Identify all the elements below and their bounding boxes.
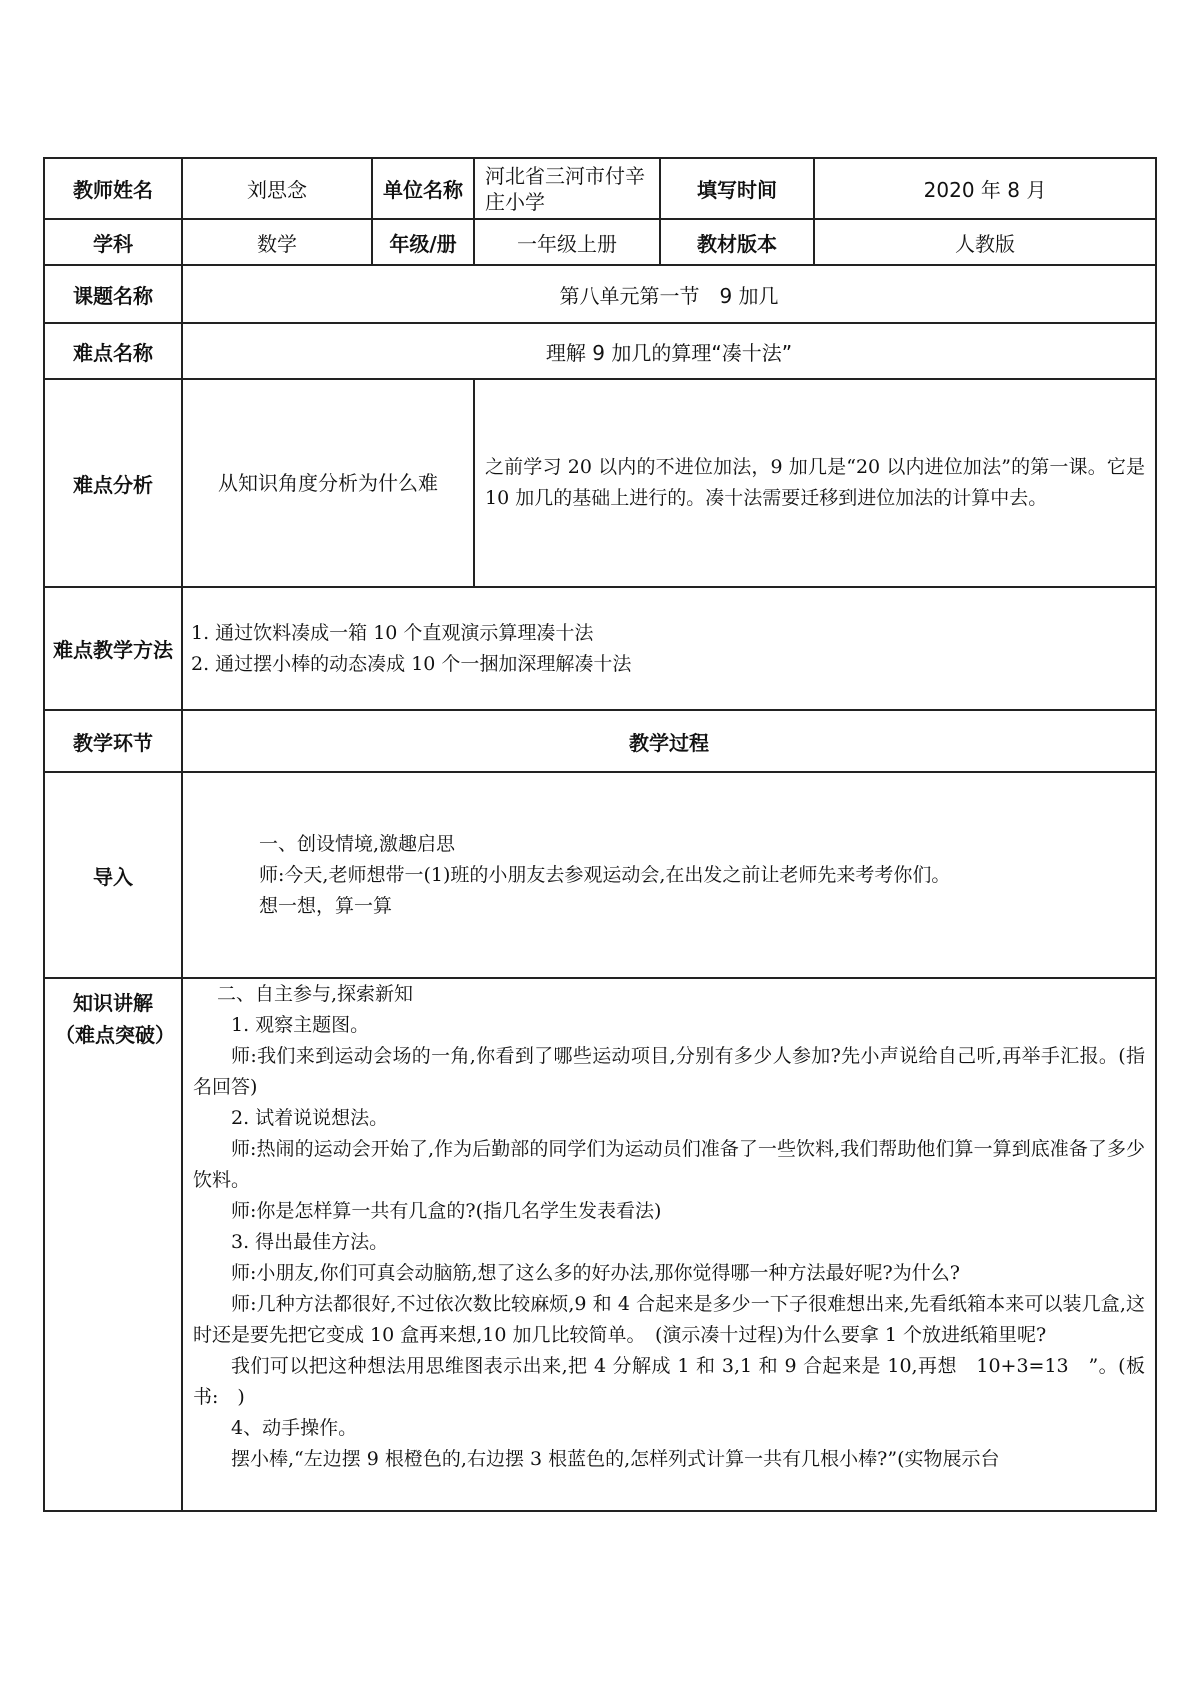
difficulty-value: 理解 9 加几的算理“凑十法” <box>182 323 1156 379</box>
knowledge-content <box>182 978 1156 1511</box>
knowledge-para: 摆小棒,“左边摆 9 根橙色的,右边摆 3 根蓝色的,怎样列式计算一共有几根小棒?”(实物展示台 <box>231 1448 1000 1470</box>
lesson-plan-table <box>43 157 1157 1512</box>
intro-line-3: 想一想，算一算 <box>259 894 393 917</box>
knowledge-para: 4、动手操作。 <box>231 1417 358 1439</box>
topic-row <box>44 265 1156 323</box>
intro-row <box>44 772 1156 978</box>
knowledge-para: 师:热闹的运动会开始了,作为后勤部的同学们为运动员们准备了一些饮料,我们帮助他们算一算到底准备了多少饮料。 <box>193 1138 1145 1191</box>
knowledge-para: 1. 观察主题图。 <box>231 1014 370 1036</box>
knowledge-para: 二、自主参与,探索新知 <box>217 983 414 1005</box>
grade-value: 一年级上册 <box>474 219 660 265</box>
analysis-label: 难点分析 <box>44 379 182 587</box>
knowledge-para: 3. 得出最佳方法。 <box>231 1231 389 1253</box>
method-content <box>182 587 1156 710</box>
analysis-row <box>44 379 1156 587</box>
process-stage-label: 教学环节 <box>44 710 182 772</box>
knowledge-para: 我们可以把这种想法用思维图表示出来,把 4 分解成 1 和 3,1 和 9 合起来是 10,再想 10+3=13 ”。(板书: ) <box>193 1355 1145 1408</box>
knowledge-row <box>44 978 1156 1511</box>
grade-label: 年级/册 <box>372 219 474 265</box>
teacher-name-value: 刘思念 <box>182 158 372 219</box>
method-label: 难点教学方法 <box>44 587 182 710</box>
unit-name-value: 河北省三河市付辛庄小学 <box>474 158 660 219</box>
subject-label: 学科 <box>44 219 182 265</box>
knowledge-para: 师:小朋友,你们可真会动脑筋,想了这么多的好办法,那你觉得哪一种方法最好呢?为什么? <box>231 1262 960 1284</box>
intro-line-2: 师:今天,老师想带一(1)班的小朋友去参观运动会,在出发之前让老师先来考考你们。 <box>259 863 951 886</box>
edition-label: 教材版本 <box>660 219 814 265</box>
knowledge-label <box>44 978 182 1511</box>
knowledge-para: 师:你是怎样算一共有几盒的?(指几名学生发表看法) <box>231 1200 662 1222</box>
analysis-text: 之前学习 20 以内的不进位加法，9 加几是“20 以内进位加法”的第一课。它是 10 加几的基础上进行的。凑十法需要迁移到进位加法的计算中去。 <box>474 379 1156 587</box>
topic-value: 第八单元第一节 9 加几 <box>182 265 1156 323</box>
unit-name-label: 单位名称 <box>372 158 474 219</box>
intro-label: 导入 <box>44 772 182 978</box>
process-header-row <box>44 710 1156 772</box>
analysis-sub-label: 从知识角度分析为什么难 <box>182 379 474 587</box>
difficulty-label: 难点名称 <box>44 323 182 379</box>
method-line-2: 2. 通过摆小棒的动态凑成 10 个一捆加深理解凑十法 <box>191 652 632 675</box>
edition-value: 人教版 <box>814 219 1156 265</box>
fill-time-label: 填写时间 <box>660 158 814 219</box>
teacher-name-label: 教师姓名 <box>44 158 182 219</box>
intro-content <box>182 772 1156 978</box>
subject-value: 数学 <box>182 219 372 265</box>
knowledge-para: 师:我们来到运动会场的一角,你看到了哪些运动项目,分别有多少人参加?先小声说给自己听,再举手汇报。(指名回答) <box>193 1045 1145 1098</box>
method-row <box>44 587 1156 710</box>
knowledge-para: 师:几种方法都很好,不过依次数比较麻烦,9 和 4 合起来是多少一下子很难想出来,先看纸箱本来可以装几盒,这时还是要先把它变成 10 盒再来想,10 加几比较简单。 (演示凑十过程)为什么要拿 1 个放进纸箱里呢? <box>193 1293 1145 1346</box>
process-header-value: 教学过程 <box>182 710 1156 772</box>
difficulty-row <box>44 323 1156 379</box>
intro-line-1: 一、创设情境,激趣启思 <box>259 832 456 855</box>
method-line-1: 1. 通过饮料凑成一箱 10 个直观演示算理凑十法 <box>191 621 594 644</box>
topic-label: 课题名称 <box>44 265 182 323</box>
knowledge-label-line-2: （难点突破） <box>55 1023 175 1047</box>
knowledge-para: 2. 试着说说想法。 <box>231 1107 389 1129</box>
fill-time-value: 2020 年 8 月 <box>814 158 1156 219</box>
info-row-2 <box>44 219 1156 265</box>
info-row-1 <box>44 158 1156 219</box>
knowledge-label-line-1: 知识讲解 <box>73 991 153 1015</box>
